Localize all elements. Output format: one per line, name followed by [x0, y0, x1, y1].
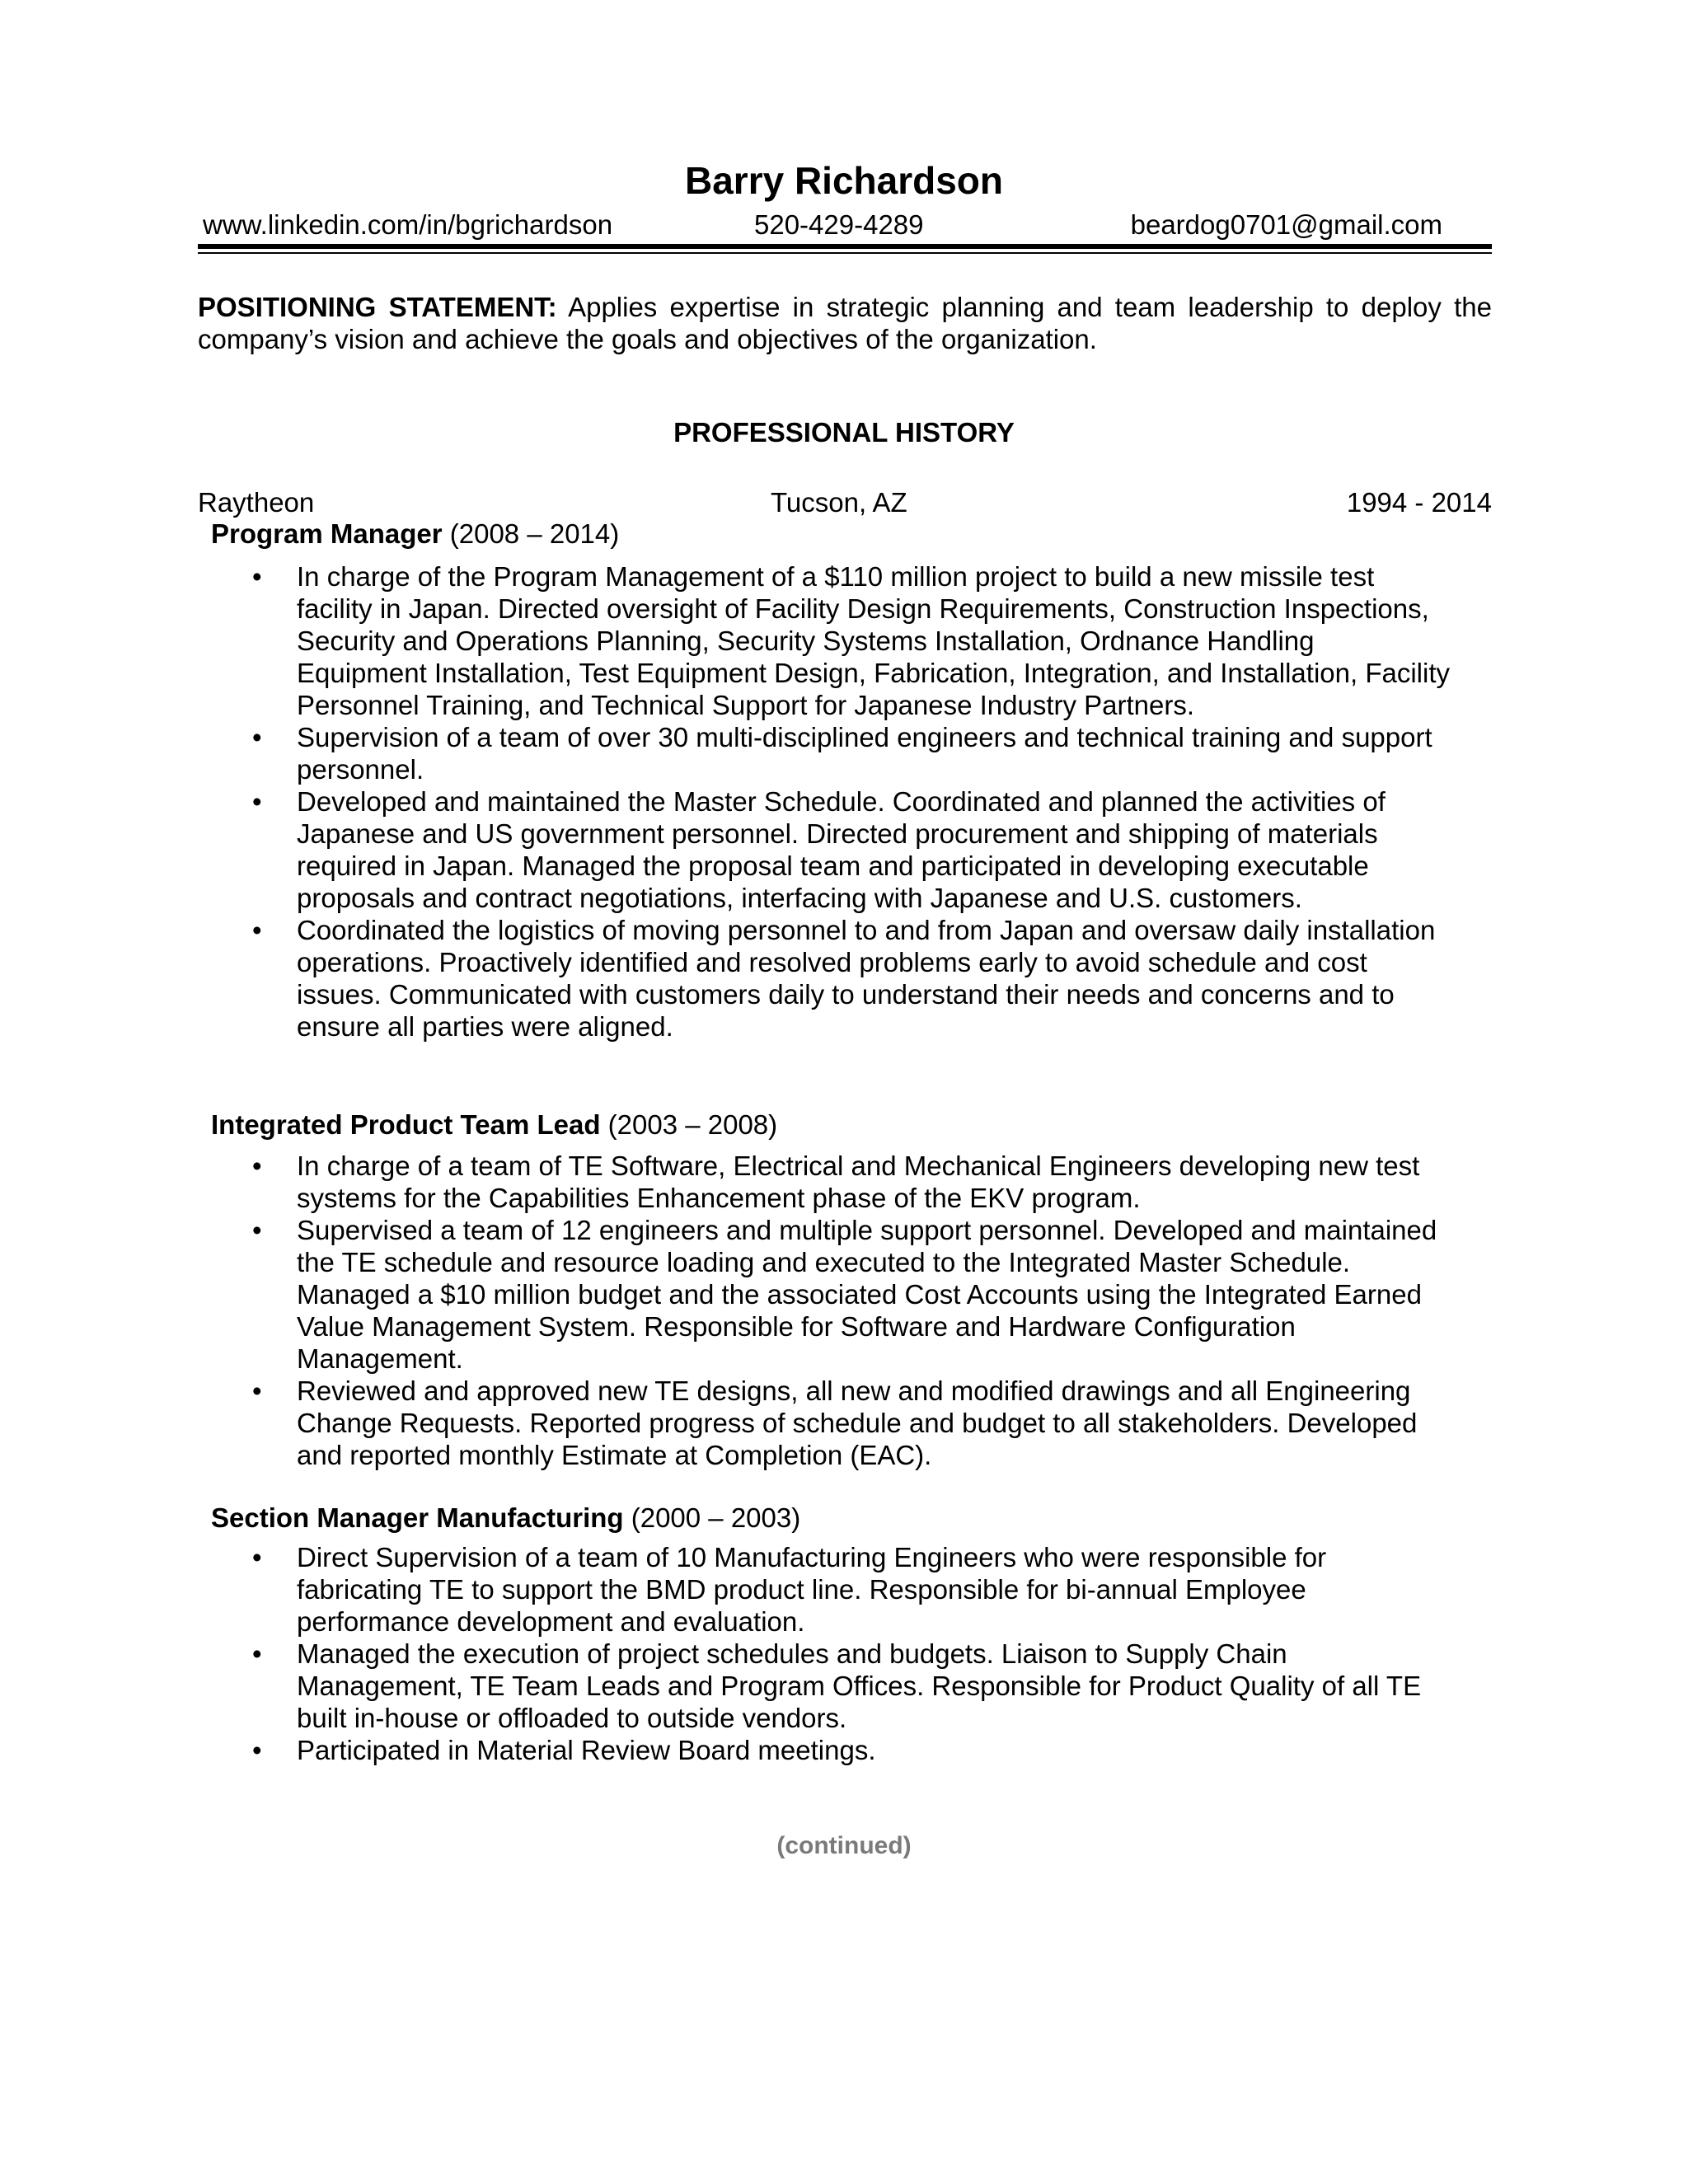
company-location: Tucson, AZ: [771, 487, 907, 518]
role-dates: (2008 – 2014): [442, 518, 620, 549]
section-title-professional-history: PROFESSIONAL HISTORY: [673, 417, 1015, 448]
bullet-item: • Participated in Material Review Board meetings.: [297, 1734, 1451, 1766]
continued-note: (continued): [776, 1832, 912, 1859]
company-row: [198, 485, 1492, 520]
bullet-item: • Direct Supervision of a team of 10 Manufacturing Engineers who were responsible for fabricating TE to support the BMD product line. Responsible for bi-annual Employee performance development and evaluation.: [297, 1541, 1451, 1638]
bullet-item: • Reviewed and approved new TE designs, all new and modified drawings and all Engineering Change Requests. Reported progress of schedule and budget to all stakeholders. Developed and reported monthly Estimate at Completion (EAC).: [297, 1375, 1451, 1471]
role-bullets: [297, 1541, 1451, 1766]
contact-line: [203, 208, 1489, 242]
candidate-name: Barry Richardson: [684, 159, 1003, 202]
bullet-item: • Developed and maintained the Master Schedule. Coordinated and planned the activities of Japanese and US government personnel. Directed procurement and shipping of materials required in Japan. Managed the proposal team and participated in developing executable proposals and contract negotiations, interfacing with Japanese and U.S. customers.: [297, 785, 1451, 914]
role-heading: [211, 518, 1480, 550]
role-heading: [211, 1502, 1480, 1534]
positioning-label: POSITIONING STATEMENT:: [198, 292, 557, 322]
role-dates: (2003 – 2008): [600, 1109, 778, 1140]
company-name: Raytheon: [198, 487, 315, 518]
company-dates: 1994 - 2014: [1346, 487, 1492, 518]
bullet-item: • In charge of the Program Management of a $110 million project to build a new missile test facility in Japan. Directed oversight of Facility Design Requirements, Construction Inspections, Security and Operations Planning, Security Systems Installation, Ordnance Handling Equipment Installation, Test Equipment Design, Fabrication, Integration, and Installation, Facility Personnel Training, and Technical Support for Japanese Industry Partners.: [297, 560, 1451, 721]
bullet-item: • Supervised a team of 12 engineers and multiple support personnel. Developed and maintained the TE schedule and resource loading and executed to the Integrated Master Schedule. Managed a $10 million budget and the associated Cost Accounts using the Integrated Earned Value Management System. Responsible for Software and Hardware Configuration Management.: [297, 1214, 1451, 1375]
bullet-item: • In charge of a team of TE Software, Electrical and Mechanical Engineers developing new test systems for the Capabilities Enhancement phase of the EKV program.: [297, 1150, 1451, 1214]
positioning-text: Applies expertise in strategic planning and team leadership to deploy the company’s vision and achieve the goals and objectives of the organization.: [198, 292, 1492, 354]
role-bullets: [297, 1150, 1451, 1471]
role-title: Section Manager Manufacturing: [211, 1502, 624, 1533]
role-heading: [211, 1108, 1480, 1141]
header-divider-thin: [198, 252, 1492, 254]
role-title: Integrated Product Team Lead: [211, 1109, 601, 1140]
positioning-statement: [198, 291, 1492, 355]
role-dates: (2000 – 2003): [623, 1502, 801, 1533]
bullet-item: • Managed the execution of project schedules and budgets. Liaison to Supply Chain Management, TE Team Leads and Program Offices. Responsible for Product Quality of all TE built in-house or offloaded to outside vendors.: [297, 1638, 1451, 1734]
phone-number: 520-429-4289: [754, 209, 924, 240]
role-title: Program Manager: [211, 518, 443, 549]
role-bullets: [297, 560, 1451, 1043]
header-divider-thick: [198, 244, 1492, 249]
bullet-item: • Supervision of a team of over 30 multi-disciplined engineers and technical training and support personnel.: [297, 721, 1451, 785]
bullet-item: • Coordinated the logistics of moving personnel to and from Japan and oversaw daily installation operations. Proactively identified and resolved problems early to avoid schedule and cost issues. Communicated with customers daily to understand their needs and concerns and to ensure all parties were aligned.: [297, 914, 1451, 1043]
linkedin-url[interactable]: www.linkedin.com/in/bgrichardson: [203, 209, 613, 240]
email-address[interactable]: beardog0701@gmail.com: [1130, 209, 1442, 240]
